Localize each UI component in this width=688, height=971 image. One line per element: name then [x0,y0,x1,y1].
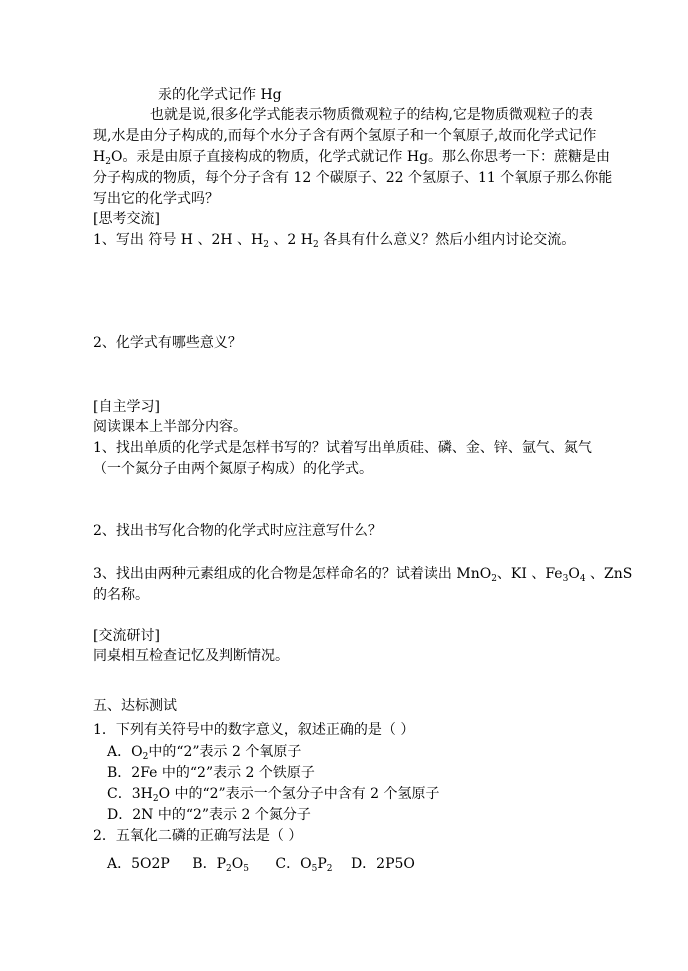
subscript: 5 [243,864,249,874]
self-study-q3-part-a: 3、找出由两种元素组成的化合物是怎样命名的？试着读出 MnO [93,566,492,582]
think-question-2: 2、化学式有哪些意义？ [93,335,242,351]
self-study-intro: 阅读课本上半部分内容。 [93,419,247,435]
self-study-q1-line-1: 1、找出单质的化学式是怎样书写的？试着写出单质硅、磷、金、锌、氩气、氮气 [93,440,592,456]
self-study-q3-part-d: 、ZnS [585,566,633,582]
intro-line-3: 现,水是由分子构成的,而每个水分子含有两个氢原子和一个氧原子,故而化学式记作 [93,128,597,144]
formula-h: H [93,149,106,165]
think-q1-part-a: 1、写出 符号 H 、2H 、H [93,232,264,248]
formula-subscript: 2 [105,157,111,167]
option-c-part-a: C．3H [107,786,153,802]
option-text: O [231,856,244,872]
self-study-q1-line-2: （一个氮分子由两个氮原子构成）的化学式。 [93,461,373,477]
self-study-heading: [自主学习] [93,399,160,415]
subscript: 2 [491,574,497,584]
option-a-part-b: 中的“2”表示 2 个氧原子 [148,744,302,760]
intro-line-1: 汞的化学式记作 Hg [158,87,282,103]
intro-line-5: 分子构成的物质，每个分子含有 12 个碳原子、22 个氢原子、11 个氧原子那么你能 [93,170,613,186]
subscript: 2 [152,794,159,804]
self-study-q2: 2、找出书写化合物的化学式时应注意写什么？ [93,523,382,539]
exchange-heading: [交流研讨] [93,628,160,644]
test-q1-option-d: D．2N 中的“2”表示 2 个氮分子 [107,807,311,823]
option-text: B．P [192,856,226,872]
intro-line-4-text: O。汞是由原子直接构成的物质，化学式就记作 Hg。那么你思考一下：蔗糖是由 [110,149,611,165]
subscript: 5 [311,864,318,874]
q2-option-b [192,856,249,872]
think-q1-part-c: 各具有什么意义？然后小组内讨论交流。 [318,232,576,248]
self-study-q3-line-2: 的名称。 [93,587,149,603]
option-text: C．O [275,856,312,872]
subscript: 2 [142,752,149,762]
subscript: 4 [579,574,586,584]
subscript: 2 [263,240,269,250]
q2-option-a: A．5O2P [107,856,170,872]
intro-line-6: 写出它的化学式吗？ [93,191,219,207]
self-study-q3-part-c: O [568,566,580,582]
test-q2-options [107,855,415,878]
q2-option-d: D．2P5O [350,856,415,872]
test-question-2: 2．五氧化二磷的正确写法是（ ） [93,828,303,844]
exchange-text: 同桌相互检查记忆及判断情况。 [93,648,289,664]
subscript: 3 [562,574,569,584]
option-a-part-a: A．O [107,744,143,760]
test-q1-option-b: B．2Fe 中的“2”表示 2 个铁原子 [107,765,315,781]
test-q1-option-a [107,743,301,766]
option-c-part-b: O 中的“2”表示一个氢分子中含有 2 个氢原子 [158,786,440,802]
self-study-q3-part-b: 、KI 、Fe [496,566,563,582]
self-study-q3 [93,565,632,588]
intro-line-4 [93,148,610,171]
subscript: 2 [313,240,319,250]
subscript: 2 [226,864,232,874]
subscript: 2 [326,864,333,874]
intro-line-2: 也就是说,很多化学式能表示物质微观粒子的结构,它是物质微观粒子的表 [150,107,593,123]
option-text: P [317,856,327,872]
think-question-1 [93,231,575,254]
test-heading: 五、达标测试 [93,698,177,714]
test-question-1: 1．下列有关符号中的数字意义，叙述正确的是（ ） [93,722,415,738]
think-q1-part-b: 、2 H [268,232,314,248]
q2-option-c [275,856,332,872]
test-q1-option-c [107,785,440,808]
think-heading: [思考交流] [93,211,160,227]
